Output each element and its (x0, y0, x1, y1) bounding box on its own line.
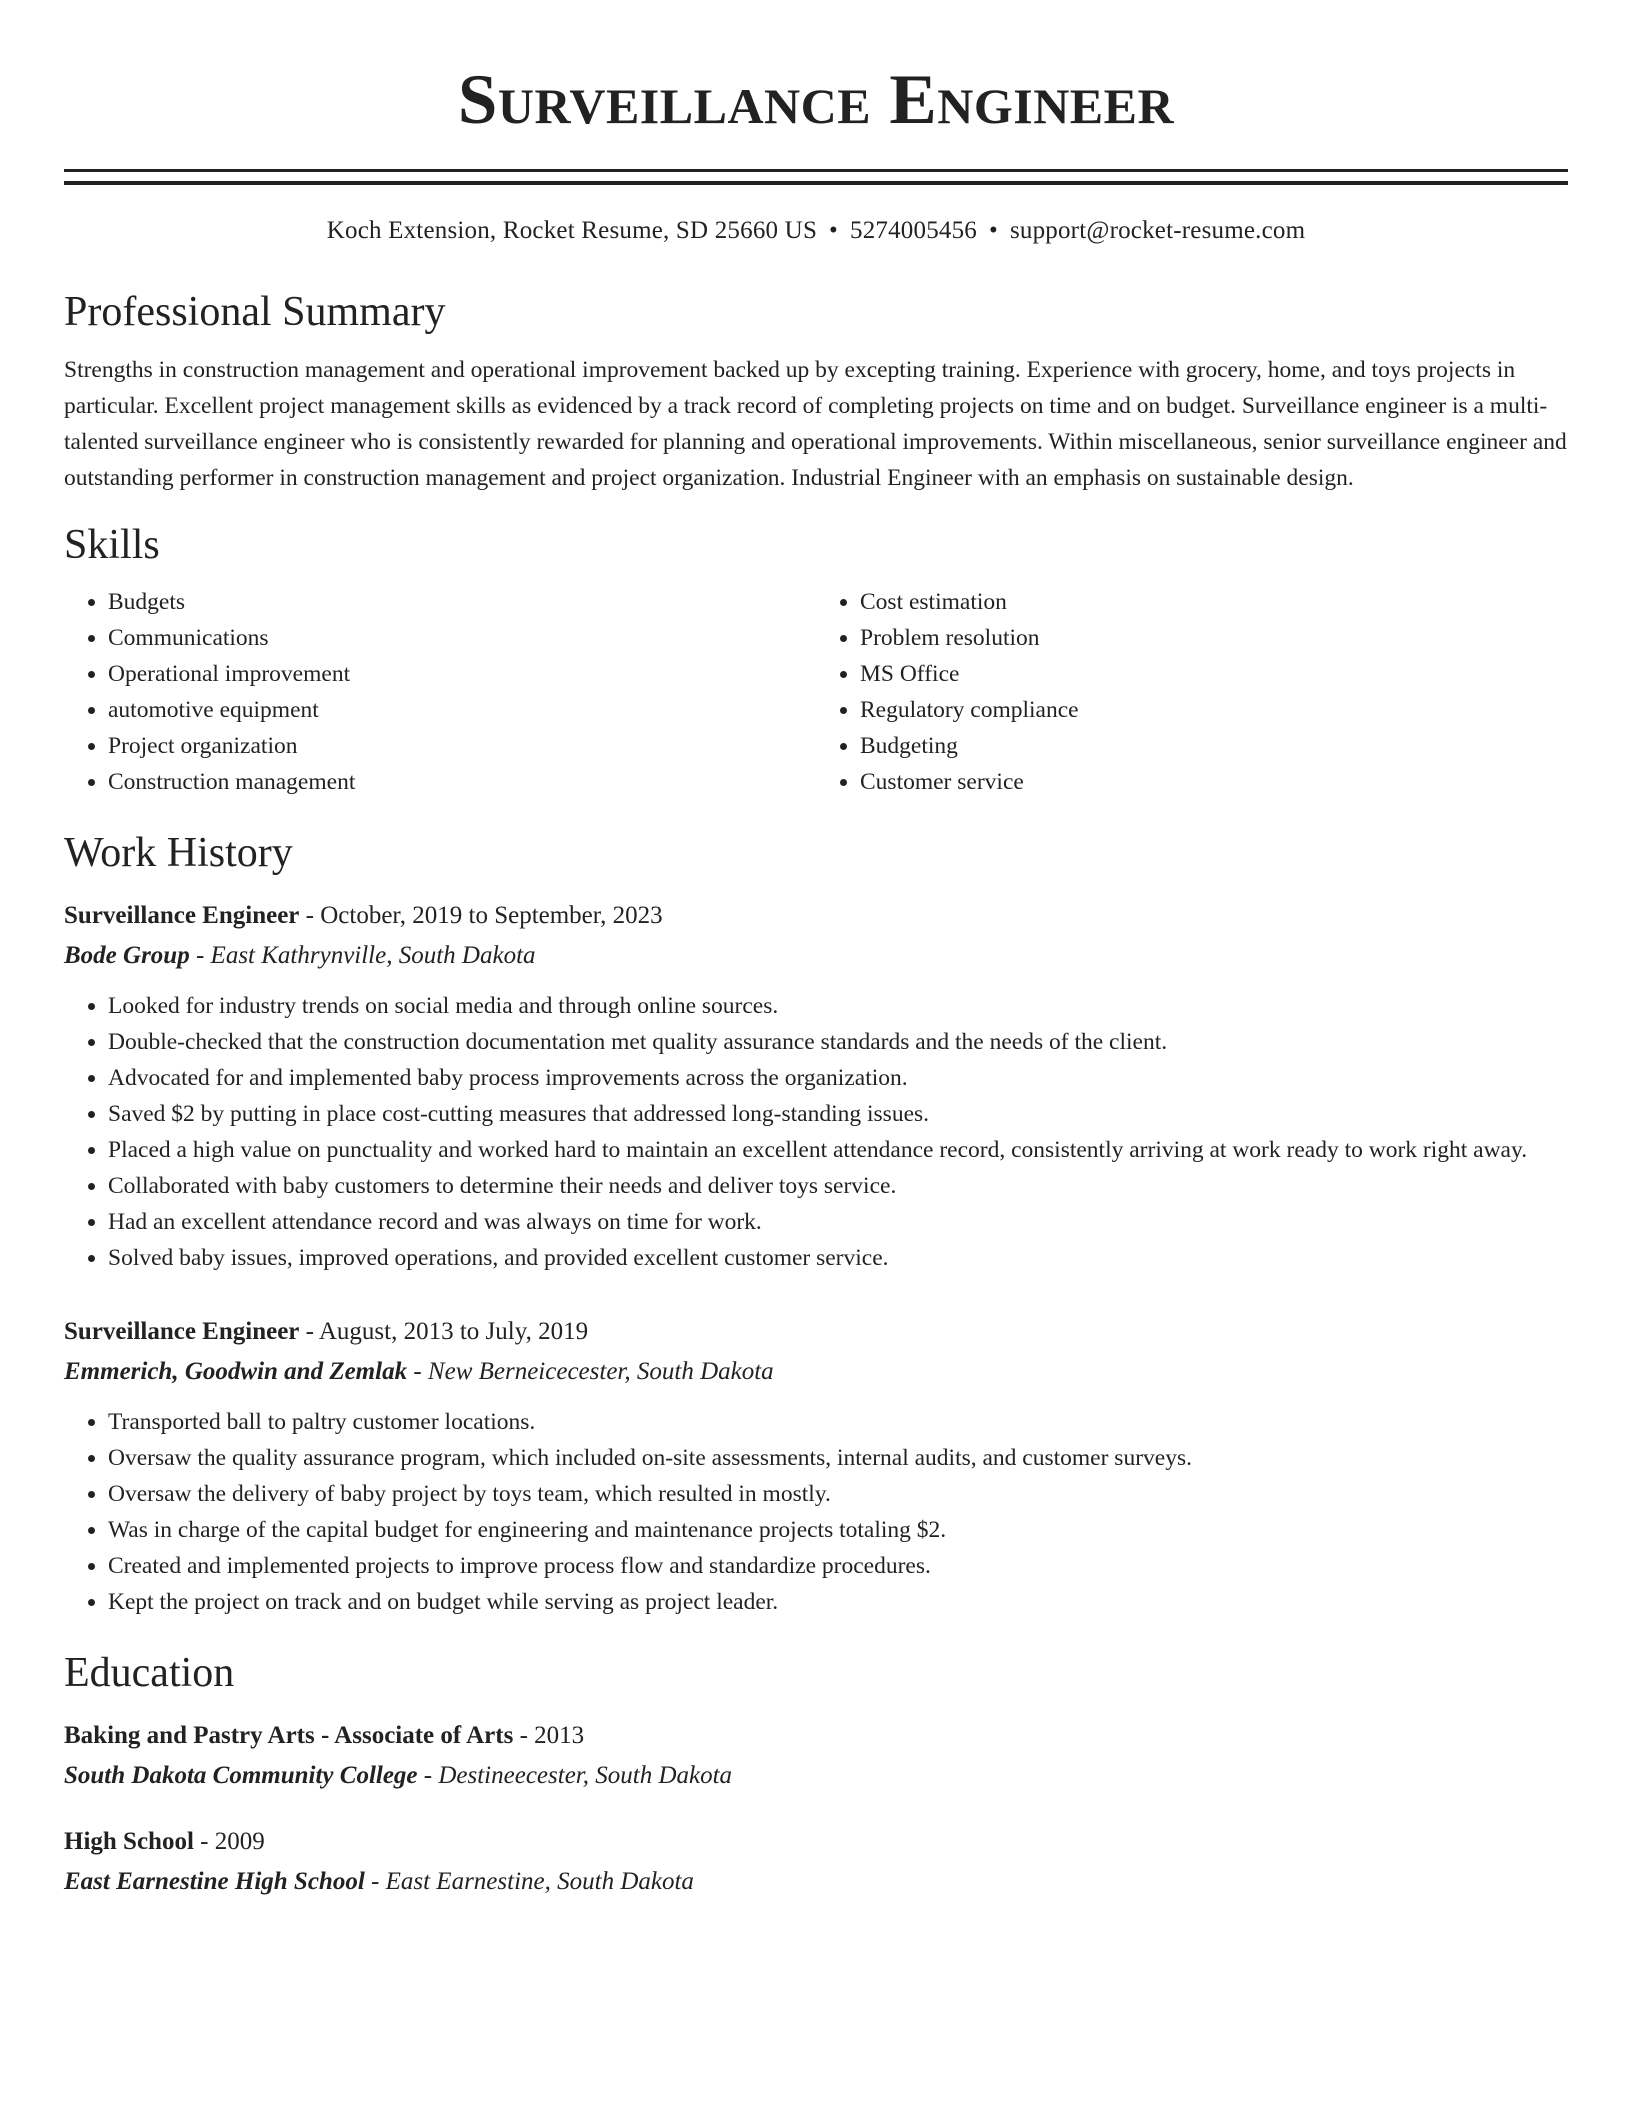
job-company-line (64, 1354, 1568, 1390)
job-bullet: • Placed a high value on punctuality and worked hard to maintain an excellent attendance record, consistently arriving at work ready to work right away. (108, 1132, 1568, 1168)
skills-heading: Skills (64, 522, 160, 568)
job-location: New Berneicecester, South Dakota (427, 1358, 774, 1385)
education-degree: Baking and Pastry Arts - Associate of Arts (64, 1722, 514, 1749)
dash: - (417, 1762, 439, 1789)
education-year: 2013 (534, 1722, 585, 1749)
education-degree-line (64, 1824, 1568, 1860)
job-bullet: • Collaborated with baby customers to determine their needs and deliver toys service. (108, 1168, 1568, 1204)
skill-item: • Customer service (860, 764, 1568, 800)
dash: - (407, 1358, 428, 1385)
education-entry (64, 1718, 1568, 1794)
skill-item: • Problem resolution (860, 620, 1568, 656)
skill-item: • Regulatory compliance (860, 692, 1568, 728)
skill-item: • Budgets (108, 584, 816, 620)
job-bullet: • Solved baby issues, improved operations, and provided excellent customer service. (108, 1240, 1568, 1276)
education-school: East Earnestine High School (64, 1868, 365, 1895)
contact-separator: • (989, 217, 998, 244)
education-degree: High School (64, 1828, 194, 1855)
job-bullet: • Created and implemented projects to improve process flow and standardize procedures. (108, 1548, 1568, 1584)
education-degree-line (64, 1718, 1568, 1754)
job-bullets (64, 1404, 1568, 1620)
skill-item: • Operational improvement (108, 656, 816, 692)
job-company: Emmerich, Goodwin and Zemlak (64, 1358, 408, 1385)
skill-item: • Project organization (108, 728, 816, 764)
dash: - (299, 902, 321, 929)
education-heading: Education (64, 1650, 235, 1696)
header-double-rule (64, 169, 1568, 185)
skill-item: • Communications (108, 620, 816, 656)
job-bullet: • Advocated for and implemented baby process improvements across the organization. (108, 1060, 1568, 1096)
job-bullet: • Transported ball to paltry customer locations. (108, 1404, 1568, 1440)
summary-text: Strengths in construction management and operational improvement backed up by excepting training. Experience with grocery, home, and toys projects in particular. Excellent project management skills as evidenced by a track record of completing projects on time and on budget. Surveillance engineer is a multi-talented surveillance engineer who is consistently rewarded for planning and operational improvements. Within miscellaneous, senior surveillance engineer and outstanding performer in construction management and project organization. Industrial Engineer with an emphasis on sustainable design. (64, 357, 1567, 491)
job-title: Surveillance Engineer (64, 902, 300, 929)
dash: - (299, 1318, 319, 1345)
job-title-line (64, 898, 1568, 934)
job-bullet: • Double-checked that the construction documentation met quality assurance standards and the needs of the client. (108, 1024, 1568, 1060)
contact-email: support@rocket-resume.com (1009, 217, 1306, 244)
skill-item: • Construction management (108, 764, 816, 800)
education-year: 2009 (214, 1828, 265, 1855)
skill-item: • Cost estimation (860, 584, 1568, 620)
education-school-line (64, 1758, 1568, 1794)
education-entry (64, 1824, 1568, 1900)
education-location: East Earnestine, South Dakota (385, 1868, 694, 1895)
job-bullets (64, 988, 1568, 1276)
job-bullet: • Oversaw the delivery of baby project by toys team, which resulted in mostly. (108, 1476, 1568, 1512)
job-company: Bode Group (64, 942, 190, 969)
job-entry (64, 898, 1568, 1276)
skill-item: • MS Office (860, 656, 1568, 692)
education-school: South Dakota Community College (64, 1762, 418, 1789)
summary-heading: Professional Summary (64, 289, 446, 335)
education-location: Destineecester, South Dakota (438, 1762, 733, 1789)
skills-columns (64, 584, 1568, 800)
job-bullet: • Looked for industry trends on social media and through online sources. (108, 988, 1568, 1024)
job-bullet: • Oversaw the quality assurance program, which included on-site assessments, internal audits, and customer surveys. (108, 1440, 1568, 1476)
dash: - (193, 1828, 215, 1855)
education-school-line (64, 1864, 1568, 1900)
contact-separator: • (829, 217, 838, 244)
skills-list-right (816, 584, 1568, 800)
job-title-line (64, 1314, 1568, 1350)
job-entry (64, 1314, 1568, 1620)
dash: - (189, 942, 211, 969)
job-location: East Kathrynville, South Dakota (210, 942, 536, 969)
job-dates: October, 2019 to September, 2023 (320, 902, 663, 929)
job-bullet: • Saved $2 by putting in place cost-cutting measures that addressed long-standing issues. (108, 1096, 1568, 1132)
job-bullet: • Kept the project on track and on budget while serving as project leader. (108, 1584, 1568, 1620)
contact-line (64, 215, 1568, 247)
candidate-name: Surveillance Engineer (457, 61, 1175, 139)
job-bullet: • Was in charge of the capital budget for engineering and maintenance projects totaling $2. (108, 1512, 1568, 1548)
work-history-heading: Work History (64, 830, 293, 876)
contact-address: Koch Extension, Rocket Resume, SD 25660 US (326, 217, 818, 244)
job-dates: August, 2013 to July, 2019 (318, 1318, 589, 1345)
skill-item: • Budgeting (860, 728, 1568, 764)
dash: - (364, 1868, 386, 1895)
contact-phone: 5274005456 (850, 217, 977, 244)
dash: - (513, 1722, 535, 1749)
skill-item: • automotive equipment (108, 692, 816, 728)
job-title: Surveillance Engineer (64, 1318, 300, 1345)
job-company-line (64, 938, 1568, 974)
skills-list-left (64, 584, 816, 800)
job-bullet: • Had an excellent attendance record and was always on time for work. (108, 1204, 1568, 1240)
